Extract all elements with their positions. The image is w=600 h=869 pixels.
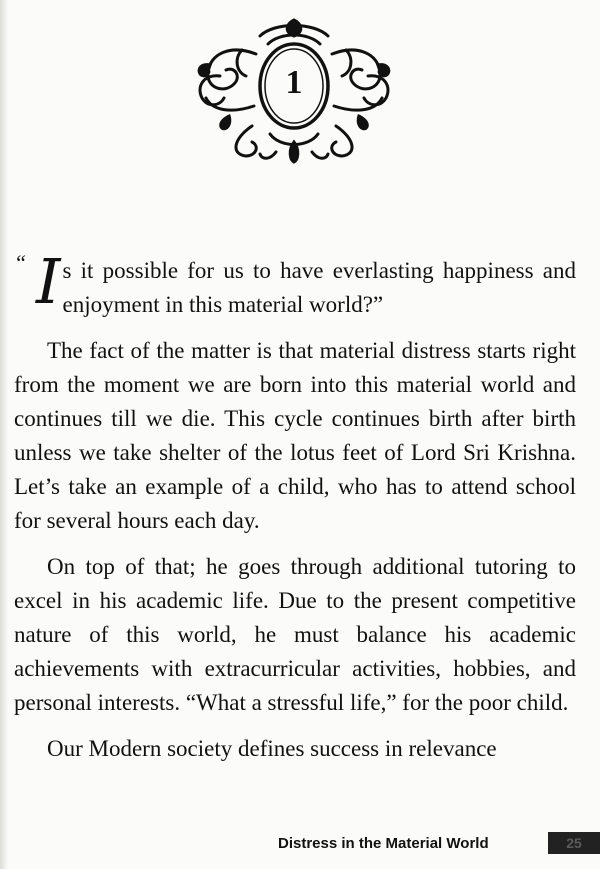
page-edge-shadow bbox=[0, 0, 8, 869]
paragraph-1-text: s it possible for us to have everlasting happiness and enjoyment in this material world?” bbox=[62, 258, 576, 317]
chapter-number: 1 bbox=[285, 64, 303, 101]
paragraph-2: The fact of the matter is that material distress starts right from the moment we are born into this material world and continues till we die. This cycle continues birth after birth unless we take shelter of the lotus feet of Lord Sri Krishna. Let’s take an example of a child, who has to attend school for several hours each day. bbox=[14, 338, 576, 533]
paragraph-3: On top of that; he goes through additional tutoring to excel in his academic life. Due to the present competitive nature of this world, he must balance his academic achievements with extracurricular activities, hobbies, and personal interests. “What a stressful life,” for the poor child. bbox=[14, 554, 576, 715]
body-text bbox=[14, 245, 576, 766]
paragraph-4: Our Modern society defines success in relevance bbox=[47, 736, 497, 761]
running-footer-title: Distress in the Material World bbox=[278, 835, 489, 852]
drop-cap: I bbox=[36, 245, 61, 318]
opening-quote-mark: “ bbox=[14, 250, 27, 275]
paragraph-1 bbox=[14, 245, 576, 322]
page-number: 25 bbox=[548, 832, 600, 854]
